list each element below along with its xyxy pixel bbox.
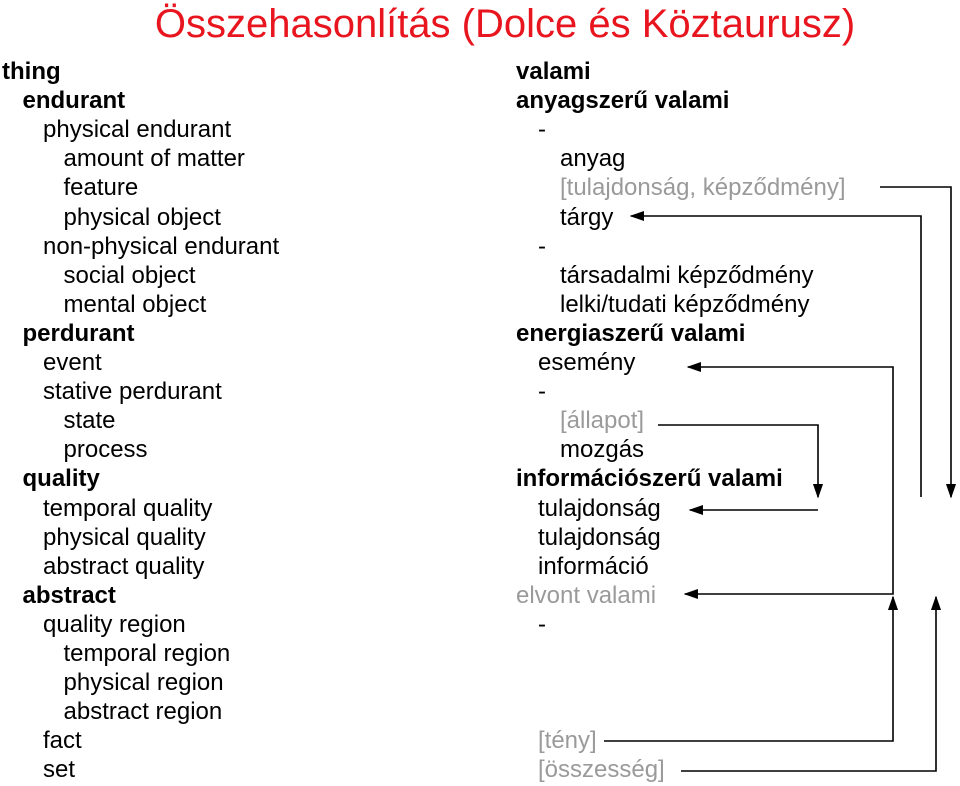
arrow-teny xyxy=(604,597,893,741)
koztaurusz-item-elvont-valami: elvont valami xyxy=(516,581,657,609)
dolce-item-non-physical-endurant: non-physical endurant xyxy=(43,232,280,260)
arrow-osszesseg xyxy=(681,597,936,771)
dolce-item-abstract-region: abstract region xyxy=(63,698,223,726)
koztaurusz-item-anyagszeru-valami: anyagszerű valami xyxy=(516,87,730,115)
arrow-targy xyxy=(631,216,921,497)
koztaurusz-item-dash: - xyxy=(538,378,546,406)
dolce-item-feature: feature xyxy=(63,174,139,202)
dolce-item-state: state xyxy=(63,407,116,435)
koztaurusz-item-dash: - xyxy=(538,610,546,638)
dolce-item-social-object: social object xyxy=(63,261,196,289)
koztaurusz-item-mozgas: mozgás xyxy=(560,436,645,464)
koztaurusz-item-anyag: anyag xyxy=(560,145,626,173)
dolce-item-process: process xyxy=(63,436,148,464)
dolce-item-fact: fact xyxy=(43,727,82,755)
dolce-item-quality: quality xyxy=(22,465,100,493)
dolce-item-physical-object: physical object xyxy=(63,203,221,231)
dolce-item-stative-perdurant: stative perdurant xyxy=(43,378,222,406)
arrow-tulajdonsag-kepzodmeny xyxy=(880,187,951,497)
arrow-allapot xyxy=(658,425,818,497)
dolce-item-temporal-region: temporal region xyxy=(63,640,231,667)
koztaurusz-item-informacio: információ xyxy=(538,552,649,580)
dolce-item-thing: thing xyxy=(2,58,61,85)
koztaurusz-item-tulajdonsag: tulajdonság xyxy=(538,523,661,551)
dolce-item-set: set xyxy=(43,756,76,784)
dolce-item-temporal-quality: temporal quality xyxy=(43,494,213,522)
koztaurusz-item-allapot: [állapot] xyxy=(560,407,645,435)
koztaurusz-item-dash: - xyxy=(538,232,546,260)
koztaurusz-item-informacioszeru-valami: információszerű valami xyxy=(516,465,783,493)
dolce-item-endurant: endurant xyxy=(22,87,126,115)
koztaurusz-item-dash: - xyxy=(538,116,546,144)
koztaurusz-item-osszesseg: [összesség] xyxy=(538,756,665,784)
dolce-item-perdurant: perdurant xyxy=(22,319,135,347)
page-title: Összehasonlítás (Dolce és Köztaurusz) xyxy=(154,2,856,46)
dolce-item-amount-of-matter: amount of matter xyxy=(63,145,245,173)
dolce-item-physical-endurant: physical endurant xyxy=(43,116,232,144)
dolce-item-physical-region: physical region xyxy=(63,669,224,697)
dolce-item-abstract: abstract xyxy=(22,581,116,609)
dolce-item-mental-object: mental object xyxy=(63,290,207,318)
koztaurusz-item-targy: tárgy xyxy=(560,203,614,231)
arrow-esemeny xyxy=(688,367,893,510)
koztaurusz-item-tarsadalmi-kepzodmeny: társadalmi képződmény xyxy=(560,261,814,289)
koztaurusz-item-valami: valami xyxy=(516,58,591,85)
dolce-item-abstract-quality: abstract quality xyxy=(43,552,205,580)
koztaurusz-item-esemeny: esemény xyxy=(538,349,636,376)
koztaurusz-item-tulajdonsag-kepzodmeny: [tulajdonság, képződmény] xyxy=(560,174,846,202)
koztaurusz-item-energiaszeru-valami: energiaszerű valami xyxy=(516,319,746,347)
dolce-item-event: event xyxy=(43,349,102,376)
dolce-item-physical-quality: physical quality xyxy=(43,523,206,551)
koztaurusz-item-tulajdonsag: tulajdonság xyxy=(538,494,661,522)
koztaurusz-item-lelki-tudati-kepzodmeny: lelki/tudati képződmény xyxy=(560,290,810,318)
arrow-elvont-valami xyxy=(685,510,893,594)
koztaurusz-item-teny: [tény] xyxy=(538,727,597,755)
dolce-item-quality-region: quality region xyxy=(43,610,186,638)
